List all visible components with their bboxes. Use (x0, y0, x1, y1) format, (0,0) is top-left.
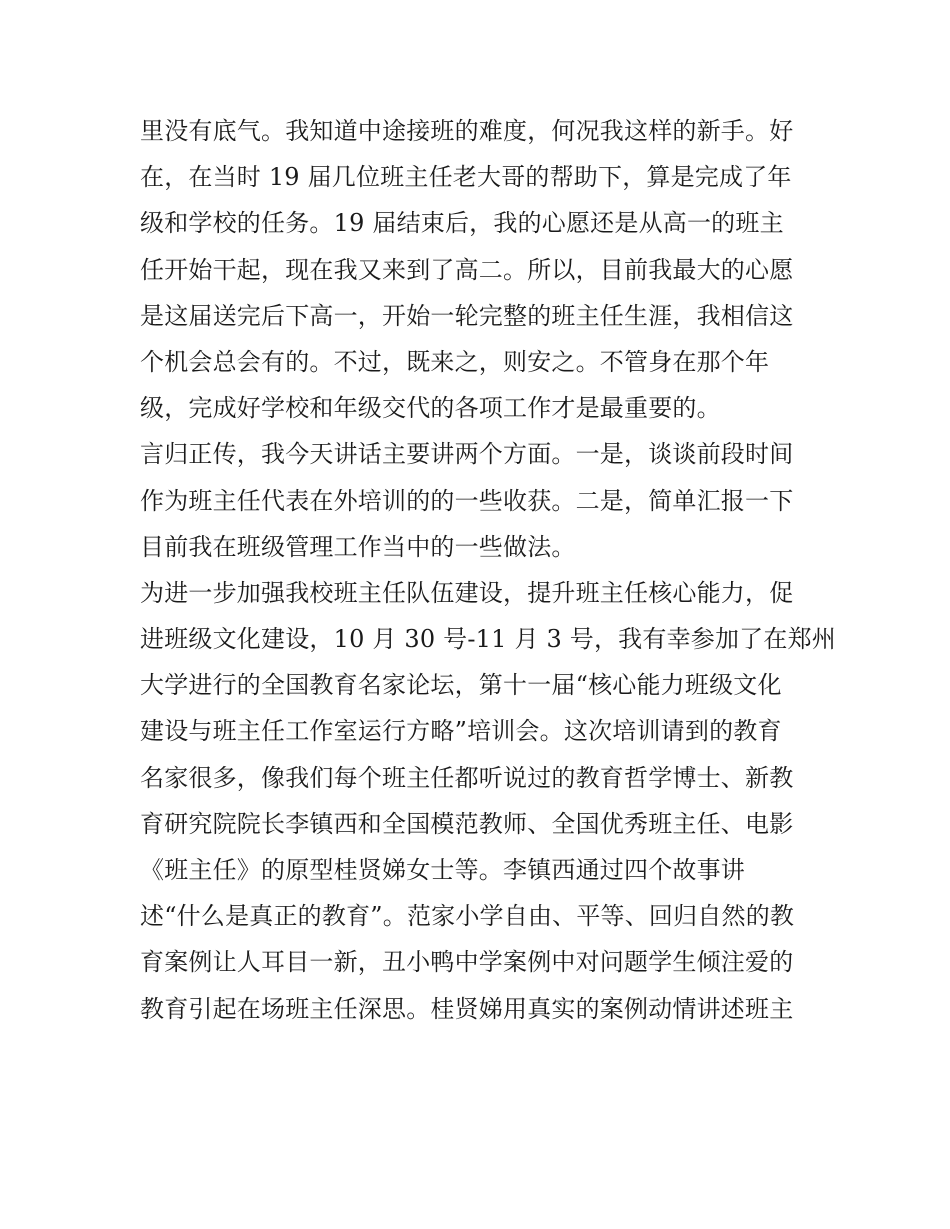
text-line: 育研究院院长李镇西和全国模范教师、全国优秀班主任、电影 (140, 809, 794, 838)
text-line: 《班主任》的原型桂贤娣女士等。李镇西通过四个故事讲 (140, 856, 745, 884)
text-line: 级和学校的任务。19 届结束后，我的心愿还是从高一的班主 (140, 209, 784, 238)
text-line: 进班级文化建设，10 月 30 号-11 月 3 号，我有幸参加了在郑州 (140, 625, 836, 654)
text-line: 级，完成好学校和年级交代的各项工作才是最重要的。 (140, 394, 721, 423)
text-line: 名家很多，像我们每个班主任都听说过的教育哲学博士、新教 (140, 763, 794, 792)
text-line: 目前我在班级管理工作当中的一些做法。 (140, 532, 576, 561)
text-line: 大学进行的全国教育名家论坛，第十一届“核心能力班级文化 (140, 671, 782, 700)
text-line: 作为班主任代表在外培训的的一些收获。二是，简单汇报一下 (140, 486, 794, 515)
text-line: 里没有底气。我知道中途接班的难度，何况我这样的新手。好 (140, 117, 794, 145)
text-line: 述“什么是真正的教育”。范家小学自由、平等、回归自然的教 (140, 902, 795, 931)
text-line: 为进一步加强我校班主任队伍建设，提升班主任核心能力，促 (140, 578, 794, 607)
text-line: 建设与班主任工作室运行方略”培训会。这次培训请到的教育 (140, 717, 782, 746)
text-line: 育案例让人耳目一新，丑小鸭中学案例中对问题学生倾注爱的 (140, 948, 794, 977)
text-line: 个机会总会有的。不过，既来之，则安之。不管身在那个年 (140, 347, 770, 376)
document-body (140, 108, 836, 1032)
text-line: 言归正传，我今天讲话主要讲两个方面。一是，谈谈前段时间 (140, 440, 794, 469)
text-line: 是这届送完后下高一，开始一轮完整的班主任生涯，我相信这 (140, 301, 794, 330)
text-line: 在，在当时 19 届几位班主任老大哥的帮助下，算是完成了年 (140, 163, 792, 192)
text-line: 任开始干起，现在我又来到了高二。所以，目前我最大的心愿 (140, 255, 794, 284)
text-line: 教育引起在场班主任深思。桂贤娣用真实的案例动情讲述班主 (140, 994, 794, 1023)
